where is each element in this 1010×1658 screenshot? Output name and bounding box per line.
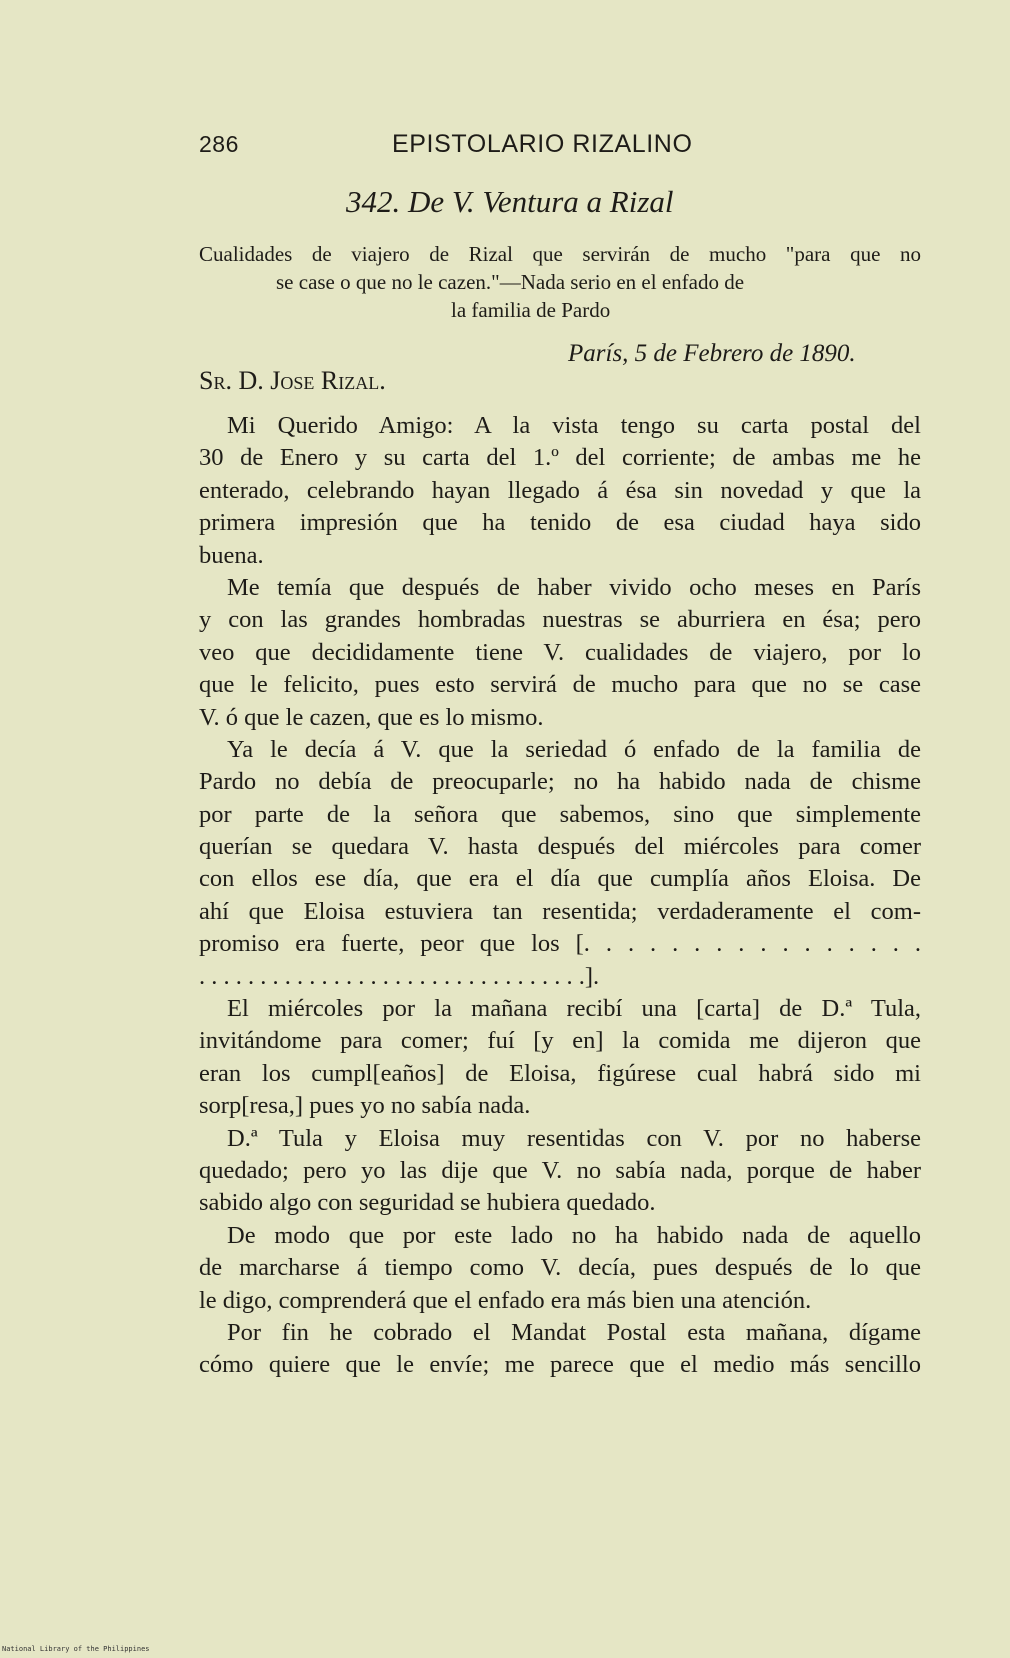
body-line: primera impresión que ha tenido de esa ciudad haya sido <box>199 509 921 537</box>
letter-summary <box>199 240 921 324</box>
body-line: Por fin he cobrado el Mandat Postal esta mañana, dígame <box>227 1318 921 1346</box>
body-line: cómo quiere que le envíe; me parece que el medio más sencillo <box>199 1351 921 1379</box>
library-watermark: National Library of the Philippines <box>2 1645 150 1653</box>
body-line: por parte de la señora que sabemos, sino que simplemente <box>199 800 921 828</box>
addressee: Sr. D. Jose Rizal. <box>199 366 386 395</box>
body-line: Pardo no debía de preocuparle; no ha habido nada de chisme <box>199 768 921 796</box>
body-line: invitándome para comer; fuí [y en] la comida me dijeron que <box>199 1027 921 1055</box>
body-line: sabido algo con seguridad se hubiera quedado. <box>199 1189 656 1217</box>
body-line: Me temía que después de haber vivido ocho meses en París <box>227 573 921 601</box>
summary-line: se case o que no le cazen."—Nada serio en el enfado de <box>276 270 745 294</box>
body-line: y con las grandes hombradas nuestras se aburriera en ésa; pero <box>199 606 921 634</box>
body-line: ahí que Eloisa estuviera tan resentida; verdaderamente el com- <box>199 897 921 925</box>
running-head: EPISTOLARIO RIZALINO <box>392 130 693 158</box>
body-line: V. ó que le cazen, que es lo mismo. <box>199 703 544 731</box>
body-line: 30 de Enero y su carta del 1.º del corriente; de ambas me he <box>199 444 921 472</box>
body-line: le digo, comprenderá que el enfado era más bien una atención. <box>199 1286 812 1314</box>
body-line: enterado, celebrando hayan llegado á ésa sin novedad y que la <box>199 476 921 504</box>
page-number: 286 <box>199 131 239 157</box>
body-line: de marcharse á tiempo como V. decía, pues después de lo que <box>199 1254 921 1282</box>
body-line: Ya le decía á V. que la seriedad ó enfado de la familia de <box>227 735 921 763</box>
summary-line: la familia de Pardo <box>451 298 611 322</box>
letter-body <box>199 410 921 1382</box>
body-line: eran los cumpl[eaños] de Eloisa, figúrese cual habrá sido mi <box>199 1059 921 1087</box>
letter-title: 342. De V. Ventura a Rizal <box>346 184 674 219</box>
body-line: Mi Querido Amigo: A la vista tengo su carta postal del <box>227 412 921 439</box>
dateline: París, 5 de Febrero de 1890. <box>568 340 856 367</box>
body-line: veo que decididamente tiene V. cualidades de viajero, por lo <box>199 638 921 666</box>
body-line: De modo que por este lado no ha habido nada de aquello <box>227 1221 921 1249</box>
body-line: . . . . . . . . . . . . . . . . . . . . . . . . . . . . . . . .]. <box>199 962 600 990</box>
body-line: promiso era fuerte, peor que los [. . . . . . . . . . . . . . . . <box>199 930 921 958</box>
summary-line: Cualidades de viajero de Rizal que servirán de mucho "para que no <box>199 242 921 266</box>
body-line: que le felicito, pues esto servirá de mucho para que no se case <box>199 671 921 699</box>
body-line: D.ª Tula y Eloisa muy resentidas con V. por no haberse <box>227 1124 921 1152</box>
body-line: querían se quedara V. hasta después del miércoles para comer <box>199 833 921 861</box>
body-line: El miércoles por la mañana recibí una [carta] de D.ª Tula, <box>227 995 921 1023</box>
body-line: sorp[resa,] pues yo no sabía nada. <box>199 1092 531 1120</box>
body-line: con ellos ese día, que era el día que cumplía años Eloisa. De <box>199 865 921 893</box>
body-line: buena. <box>199 541 264 569</box>
body-line: quedado; pero yo las dije que V. no sabía nada, porque de haber <box>199 1156 921 1184</box>
